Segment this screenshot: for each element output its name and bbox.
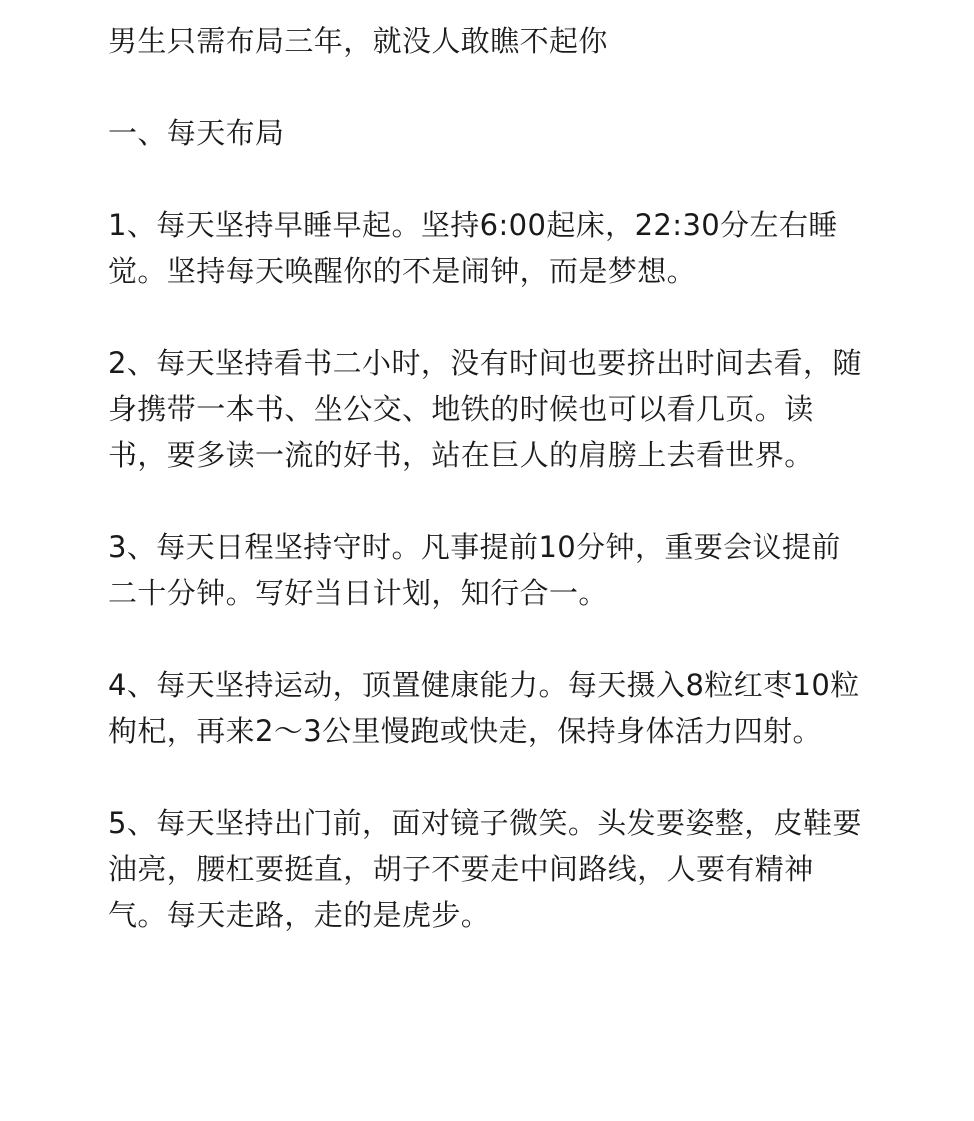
article-body [108, 18, 868, 938]
list-item-3: 3、每天日程坚持守时。凡事提前10分钟，重要会议提前二十分钟。写好当日计划，知行合一。 [108, 530, 841, 610]
list-item-2: 2、每天坚持看书二小时，没有时间也要挤出时间去看，随身携带一本书、坐公交、地铁的时候也可以看几页。读书，要多读一流的好书，站在巨人的肩膀上去看世界。 [108, 346, 862, 472]
list-item-1: 1、每天坚持早睡早起。坚持6:00起床，22:30分左右睡觉。坚持每天唤醒你的不是闹钟，而是梦想。 [108, 208, 838, 288]
list-item-5: 5、每天坚持出门前，面对镜子微笑。头发要姿整，皮鞋要油亮，腰杠要挺直，胡子不要走中间路线，人要有精神气。每天走路，走的是虎步。 [108, 806, 862, 932]
section-heading: 一、每天布局 [108, 116, 285, 150]
article-title: 男生只需布局三年，就没人敢瞧不起你 [108, 24, 608, 58]
list-item-4: 4、每天坚持运动，顶置健康能力。每天摄入8粒红枣10粒枸杞，再来2～3公里慢跑或快走，保持身体活力四射。 [108, 668, 860, 748]
